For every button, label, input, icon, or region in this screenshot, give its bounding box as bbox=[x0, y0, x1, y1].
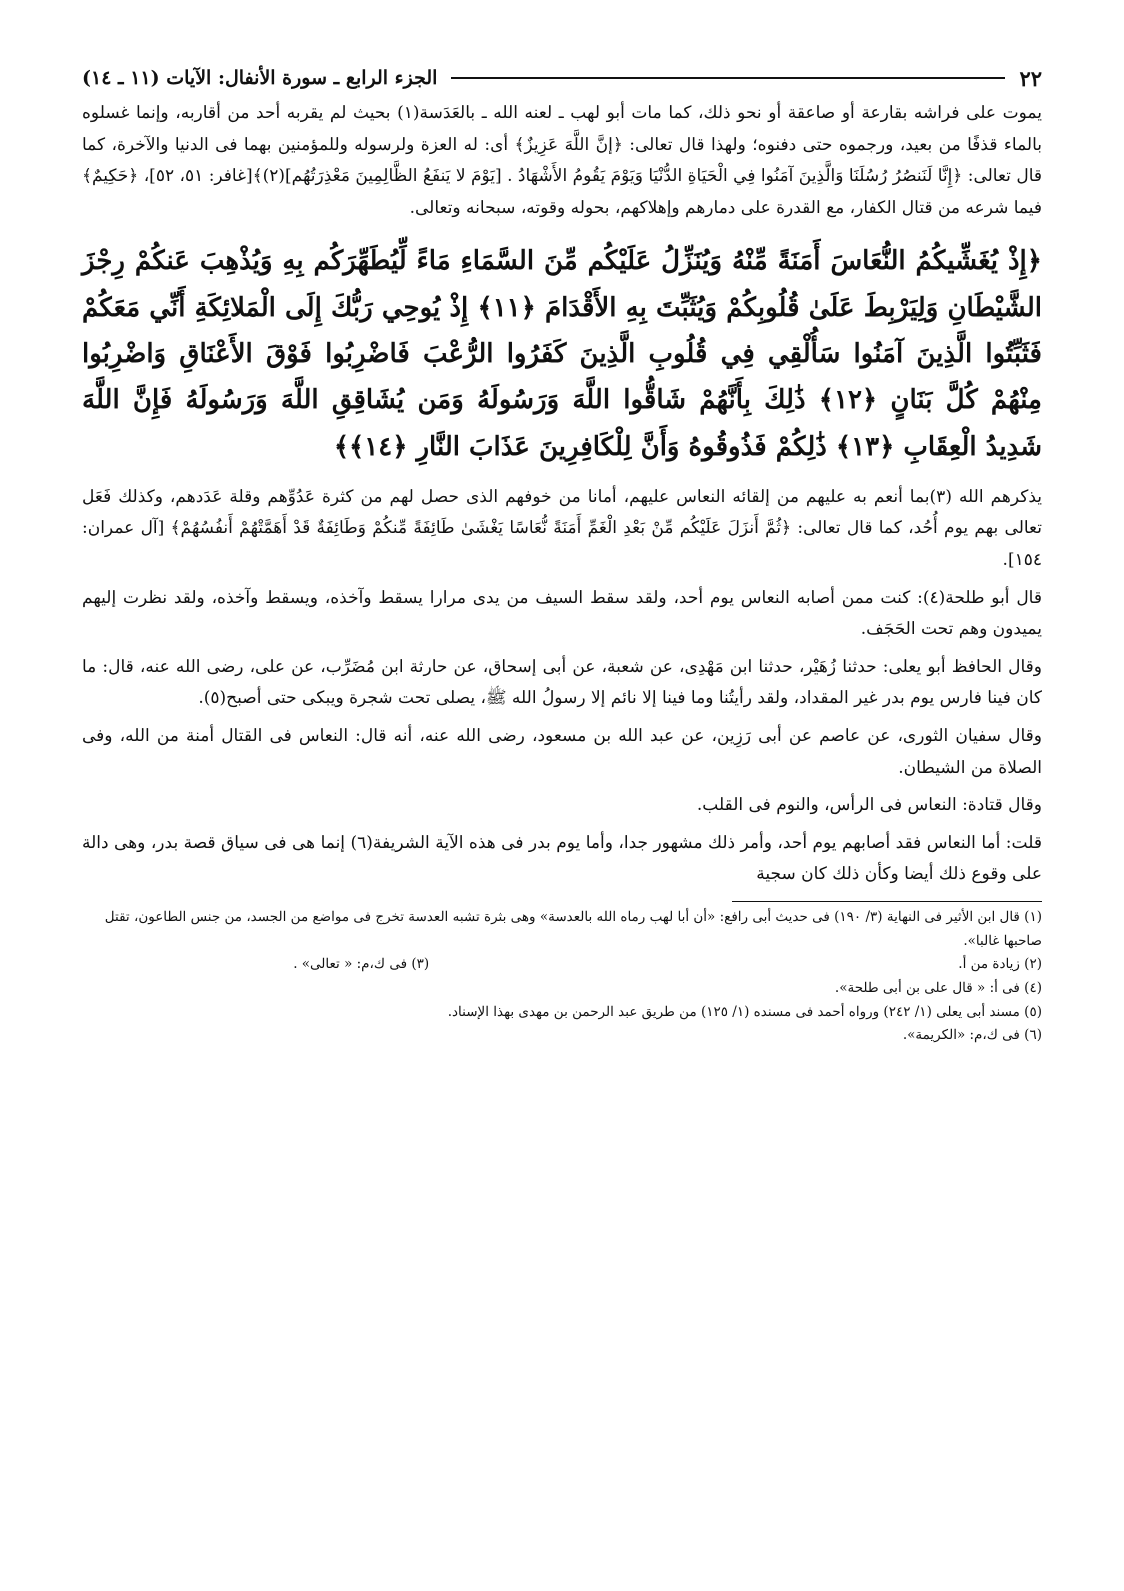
footnote-2: (٢) زيادة من أ. bbox=[958, 956, 1042, 973]
commentary-paragraph-3: وقال الحافظ أبو يعلى: حدثنا زُهَيْر، حدثنا ابن مَهْدِى، عن شعبة، عن أبى إسحاق، عن حارثة ابن مُضَرِّب، عن على، رضى الله عنه، قال: ما كان فينا فارس يوم بدر غير المقداد، ولقد رأيتُنا وما فينا إلا نائم إلا رسولُ الله ﷺ، يصلى تحت شجرة ويبكى حتى أصبح(٥). bbox=[82, 656, 1042, 709]
commentary-paragraph-1: يذكرهم الله (٣)بما أنعم به عليهم من إلقائه النعاس عليهم، أمانا من خوفهم الذى حصل لهم من كثرة عَدُوِّهم وقلة عَدَدهم، وكذلك فَعَل تعالى بهم يوم أُحُد، كما قال تعالى: ﴿ثُمَّ أَنزَلَ عَلَيْكُم مِّنْ بَعْدِ الْغَمِّ أَمَنَةً نُّعَاسًا يَغْشَىٰ طَائِفَةً مِّنكُمْ وَطَائِفَةٌ قَدْ أَهَمَّتْهُمْ أَنفُسُهُمْ﴾ [آل عمران: ١٥٤]. bbox=[82, 486, 1042, 570]
page-header bbox=[82, 58, 1042, 98]
running-title: الجزء الرابع ـ سورة الأنفال: الآيات (١١ ـ ١٤) bbox=[82, 67, 438, 89]
footnote-6: (٦) فى ك،م: «الكريمة». bbox=[902, 1027, 1042, 1044]
commentary-paragraph-5: وقال قتادة: النعاس فى الرأس، والنوم فى القلب. bbox=[696, 795, 1042, 816]
header-rule bbox=[451, 77, 1005, 79]
commentary-paragraph-2: قال أبو طلحة(٤): كنت ممن أصابه النعاس يوم أحد، ولقد سقط السيف من يدى مرارا يسقط وآخذه، ويسقط وآخذه، ولقد نظرت إليهم يميدون وهم تحت الحَجَف. bbox=[82, 587, 1042, 640]
footnote-1: (١) قال ابن الأثير فى النهاية (٣/ ١٩٠) فى حديث أبى رافع: «أن أبا لهب رماه الله بالعدسة» وهى بثرة تشبه العدسة تخرج فى مواضع من الجسد، من جنس الطاعون، تقتل صاحبها غالبا». bbox=[104, 909, 1042, 949]
footnote-rule bbox=[732, 901, 1042, 902]
footnote-3: (٣) فى ك،م: « تعالى» . bbox=[293, 956, 430, 973]
page-number: ٢٢ bbox=[1019, 65, 1042, 91]
footnote-4: (٤) فى أ: « قال على بن أبى طلحة». bbox=[834, 979, 1042, 996]
quran-verses: ﴿إِذْ يُغَشِّيكُمُ النُّعَاسَ أَمَنَةً مِّنْهُ وَيُنَزِّلُ عَلَيْكُم مِّنَ السَّمَاءِ مَاءً لِّيُطَهِّرَكُم بِهِ وَيُذْهِبَ عَنكُمْ رِجْزَ الشَّيْطَانِ وَلِيَرْبِطَ عَلَىٰ قُلُوبِكُمْ وَيُثَبِّتَ بِهِ الأَقْدَامَ ﴿١١﴾ إِذْ يُوحِي رَبُّكَ إِلَى الْمَلائِكَةِ أَنِّي مَعَكُمْ فَثَبِّتُوا الَّذِينَ آمَنُوا سَأُلْقِي فِي قُلُوبِ الَّذِينَ كَفَرُوا الرُّعْبَ فَاضْرِبُوا فَوْقَ الأَعْنَاقِ وَاضْرِبُوا مِنْهُمْ كُلَّ بَنَانٍ ﴿١٢﴾ ذَٰلِكَ بِأَنَّهُمْ شَاقُّوا اللَّهَ وَرَسُولَهُ وَمَن يُشَاقِقِ اللَّهَ وَرَسُولَهُ فَإِنَّ اللَّهَ شَدِيدُ الْعِقَابِ ﴿١٣﴾ ذَٰلِكُمْ فَذُوقُوهُ وَأَنَّ لِلْكَافِرِينَ عَذَابَ النَّارِ ﴿١٤﴾﴾ bbox=[82, 246, 1042, 462]
commentary-paragraph-6: قلت: أما النعاس فقد أصابهم يوم أحد، وأمر ذلك مشهور جدا، وأما يوم بدر فى هذه الآية الشريفة(٦) إنما هى فى سياق قصة بدر، وهى دالة على وقوع ذلك أيضا وكأن ذلك كان سجية bbox=[82, 832, 1042, 885]
footnote-5: (٥) مسند أبى يعلى (١/ ٢٤٢) ورواه أحمد فى مسنده (١/ ١٢٥) من طريق عبد الرحمن بن مهدى بهذا الإسناد. bbox=[447, 1003, 1042, 1020]
footnotes bbox=[82, 901, 1042, 1048]
footnote-row-2-3 bbox=[293, 953, 1042, 977]
opening-paragraph: يموت على فراشه بقارعة أو صاعقة أو نحو ذلك، كما مات أبو لهب ـ لعنه الله ـ بالعَدَسة(١) بحيث لم يقربه أحد من أقاربه، وإنما غسلوه بالماء قذفًا من بعيد، ورجموه حتى دفنوه؛ ولهذا قال تعالى: ﴿إنَّ اللَّهَ عَزِيزٌ﴾ أى: له العزة ولرسوله وللمؤمنين بهما فى الدنيا والآخرة، كما قال تعالى: ﴿إِنَّا لَنَنصُرُ رُسُلَنَا وَالَّذِينَ آمَنُوا فِي الْحَيَاةِ الدُّنْيَا وَيَوْمَ يَقُومُ الأَشْهَادُ . [يَوْمَ لا يَنفَعُ الظَّالِمِينَ مَعْذِرَتُهُم](٢)﴾[غافر: ٥١، ٥٢]، ﴿حَكِيمٌ﴾ فيما شرعه من قتال الكفار، مع القدرة على دمارهم وإهلاكهم، بحوله وقوته، سبحانه وتعالى. bbox=[82, 103, 1043, 218]
commentary-paragraph-4: وقال سفيان الثورى، عن عاصم عن أبى رَزِين، عن عبد الله بن مسعود، رضى الله عنه، أنه قال: النعاس فى القتال أمنة من الله، وفى الصلاة من الشيطان. bbox=[82, 726, 1042, 778]
